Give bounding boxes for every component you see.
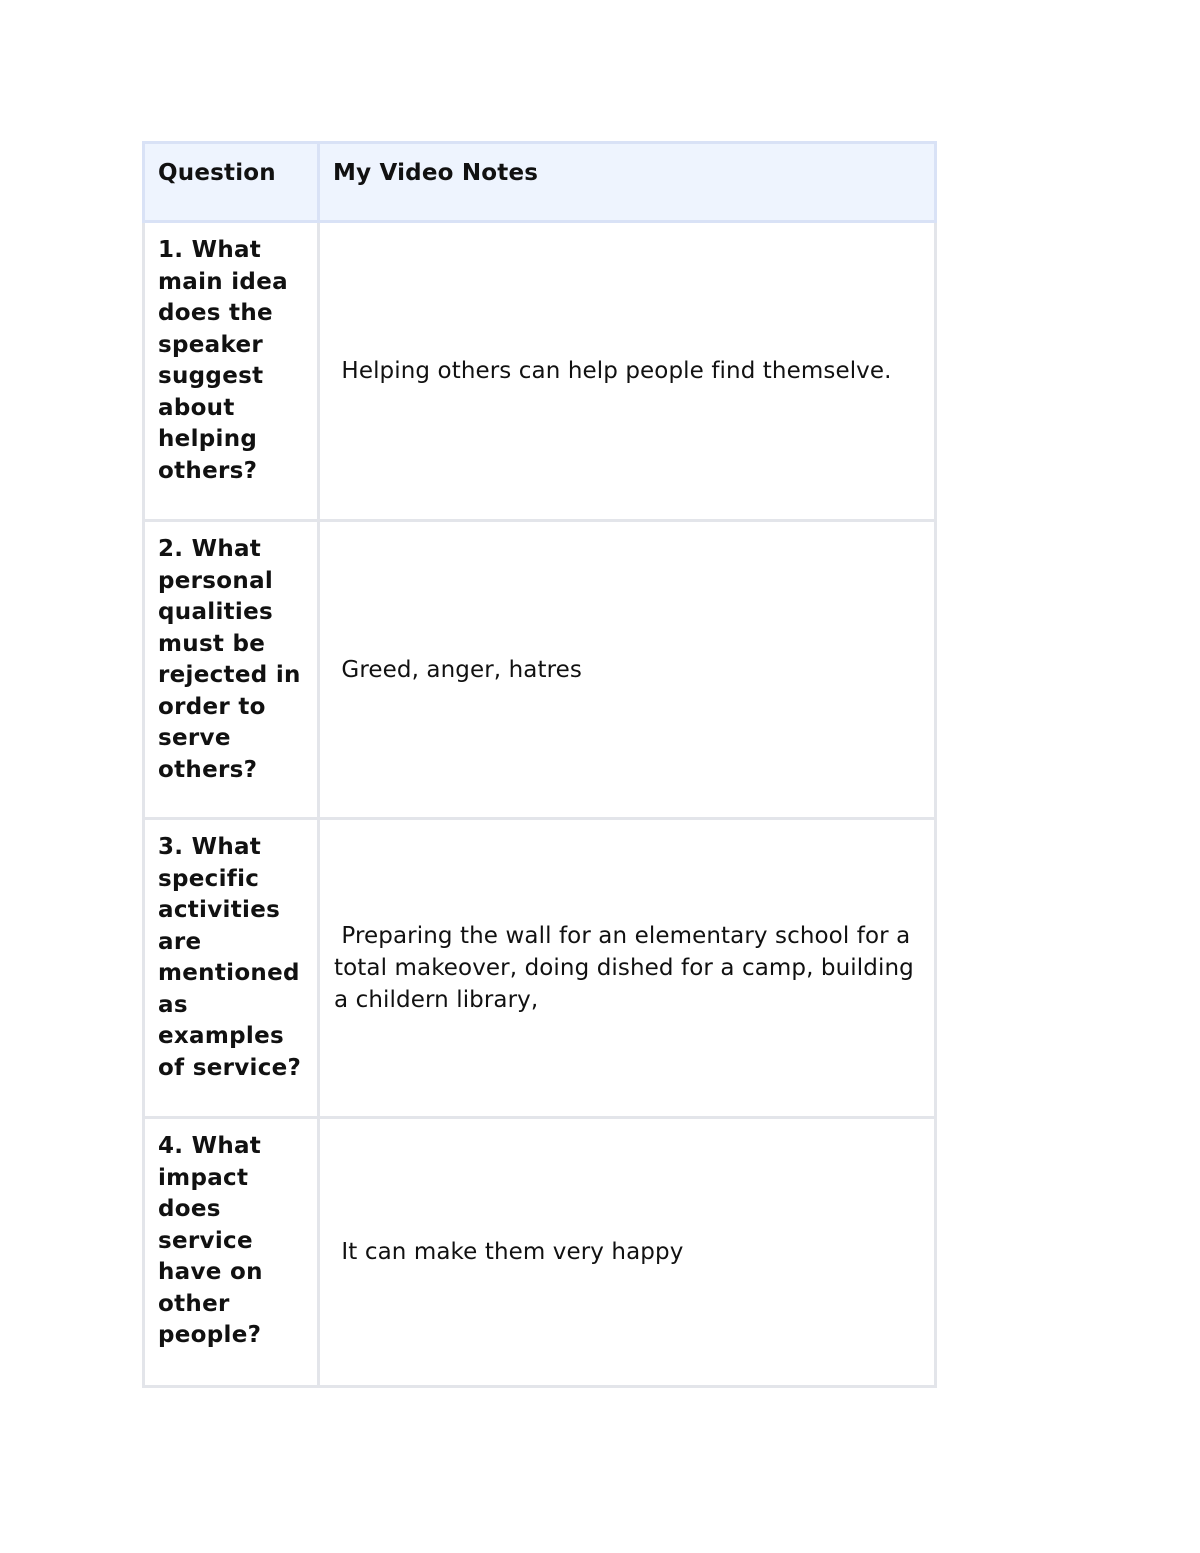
table-row [144,222,936,521]
question-column-header: Question [144,143,319,222]
answer-cell[interactable]: It can make them very happy [319,1118,936,1387]
answer-cell[interactable]: Preparing the wall for an elementary school for a total makeover, doing dished for a camp, building a childern library, [319,819,936,1118]
video-notes-table [142,141,937,1388]
table-row [144,1118,936,1387]
answer-cell[interactable]: Greed, anger, hatres [319,521,936,819]
question-cell: 1. What main idea does the speaker suggest about helping others? [144,222,319,521]
question-cell: 2. What personal qualities must be rejected in order to serve others? [144,521,319,819]
notes-column-header: My Video Notes [319,143,936,222]
question-cell: 3. What specific activities are mentioned as examples of service? [144,819,319,1118]
table-header-row [144,143,936,222]
answer-cell[interactable]: Helping others can help people find themselve. [319,222,936,521]
table-row [144,521,936,819]
question-cell: 4. What impact does service have on other people? [144,1118,319,1387]
table-row [144,819,936,1118]
